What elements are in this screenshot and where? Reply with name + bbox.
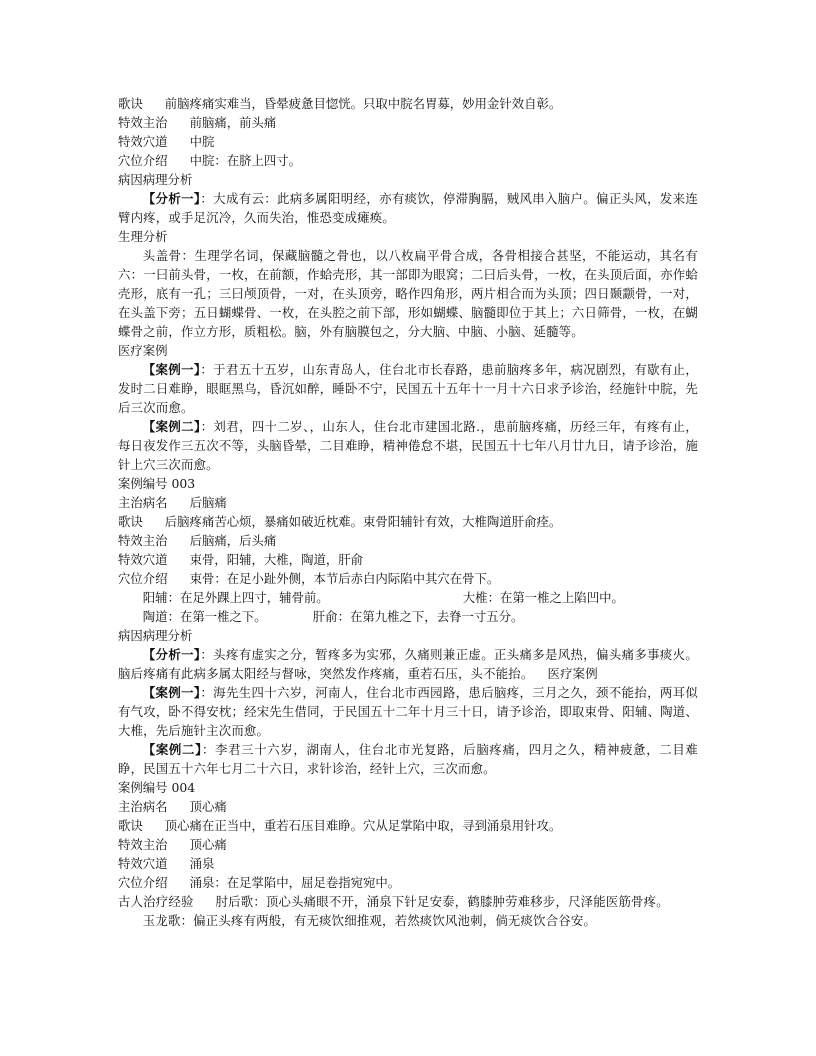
anli-text: ：海先生四十六岁，河南人，住台北市西园路，患后脑疼，三月之久，颈不能抬，两耳似有气攻，卧不得安枕；经宋先生借同，于民国五十二年十月三十日，请予诊治，即取束骨、阳辅、陶道、大椎，先后施针主次而愈。	[118, 685, 698, 738]
gejue-text: 前脑疼痛实难当，昏晕疲惫目惚恍。只取中脘名胃募，妙用金针效自彰。	[164, 96, 562, 111]
gejue-text: 后脑疼痛苦心烦，暴痛如破近枕难。束骨阳辅针有效，大椎陶道肝俞痊。	[164, 514, 562, 529]
bingming-line	[118, 797, 698, 816]
xuedao-line	[118, 132, 698, 151]
anli-tag: 【案例二】	[142, 419, 201, 434]
guren-label: 古人治疗经验	[118, 894, 194, 909]
shengli-heading: 生理分析	[118, 229, 168, 244]
anli-tag: 【案例一】	[142, 362, 201, 377]
jieshao-line	[118, 873, 698, 892]
gejue-label: 歌诀	[118, 514, 143, 529]
xuedao-label: 特效穴道	[118, 134, 168, 149]
yangfu-text: 阳辅：在足外踝上四寸，辅骨前。	[142, 590, 329, 605]
bingyin-heading: 病因病理分析	[118, 172, 193, 187]
anli-text: ：刘君，四十二岁、，山东人，住台北市建国北路.，患前脑疼痛，历经三年，有疼有止，每日夜发作三五次不等，头脑昏晕，二目难睁，精神倦怠不堪，民国五十七年八月廿九日，请予诊治，施针上穴三次而愈。	[118, 419, 698, 472]
zhuzhi-line	[118, 531, 698, 550]
shengli-paragraph: 头盖骨：生理学名词，保藏脑髓之骨也，以八枚扁平骨合成，各骨相接合甚坚，不能运动，其名有六：一曰前头骨，一枚，在前额，作蛤壳形，其一部即为眼窝；二曰后头骨，一枚，在头顶后面，亦作蛤壳形，底有一孔；三曰颅顶骨，一对，在头顶旁，略作四角形，两片相合而为头顶；四日颞颥骨，一对，在头盖下旁；五日蝴蝶骨、一枚，在头腔之前下部，形如蝴蝶、脑髓即位于其上；六日筛骨，一枚，在蝴蝶骨之前，作立方形，质粗松。脑，外有脑膜包之，分大脑、中脑、小脑、延髓等。	[118, 248, 698, 339]
case-number: 案例编号 004	[118, 780, 196, 795]
gejue-line	[118, 816, 698, 835]
xuedao-text: 中脘	[189, 134, 215, 149]
jieshao-label: 穴位介绍	[118, 571, 168, 586]
bingming-label: 主治病名	[118, 799, 168, 814]
jieshao-line	[118, 569, 698, 588]
bingming-text: 顶心痛	[189, 799, 227, 814]
dazhui-text: 大椎：在第一椎之上陷凹中。	[462, 590, 624, 605]
zhuzhi-line	[118, 835, 698, 854]
anli-text: ：李君三十六岁，湖南人，住台北市光复路，后脑疼痛，四月之久，精神疲惫，二目难睁，民国五十六年七月二十六日，求针诊治，经针上穴，三次而愈。	[118, 742, 698, 776]
zhuzhi-label: 特效主治	[118, 533, 168, 548]
fenxi-tag: 【分析一】	[142, 647, 201, 662]
anli-paragraph	[118, 683, 698, 740]
jieshao-text: 中脘：在脐上四寸。	[189, 153, 302, 168]
bingyin-heading: 病因病理分析	[118, 628, 193, 643]
jieshao-line	[118, 151, 698, 170]
document-page	[118, 94, 698, 930]
guren-text: 肘后歌：顶心头痛眼不开，涌泉下针足安泰，鹤膝肿劳难移步，尺泽能医筋骨疼。	[215, 894, 669, 909]
zhuzhi-text: 前脑痛，前头痛	[189, 115, 277, 130]
xuedao-line	[118, 854, 698, 873]
gejue-line	[118, 94, 698, 113]
anli-paragraph	[118, 360, 698, 417]
anli-paragraph	[118, 740, 698, 778]
bingming-line	[118, 493, 698, 512]
jieshao-text: 涌泉：在足掌陷中，屈足卷指宛宛中。	[189, 875, 401, 890]
case-number: 案例编号 003	[118, 476, 196, 491]
anli-tag: 【案例一】	[142, 685, 201, 700]
taodao-text: 陶道：在第一椎之下。	[142, 609, 267, 624]
jieshao-label: 穴位介绍	[118, 875, 168, 890]
fenxi-text: ：大成有云：此病多属阳明经，亦有痰饮，停滞胸膈，贼风串入脑户。偏正头风，发来连臂内疼，或手足沉冷，久而失治，惟恐变成瘫痪。	[118, 191, 698, 225]
acupoint-line	[118, 588, 698, 607]
gejue-label: 歌诀	[118, 96, 143, 111]
xuedao-text: 束骨，阳辅，大椎，陶道，肝俞	[189, 552, 364, 567]
fenxi-tag: 【分析一】	[142, 191, 201, 206]
yiliao-heading: 医疗案例	[118, 343, 168, 358]
xuedao-label: 特效穴道	[118, 856, 168, 871]
zhuzhi-line	[118, 113, 698, 132]
zhuzhi-label: 特效主治	[118, 837, 168, 852]
fenxi-text: ：头疼有虚实之分，暂疼多为实邪，久痛则兼正虚。正头痛多是风热，偏头痛多事痰火。脑后疼痛有此病多属太阳经与督咏，突然发作疼痛，重若石压，头不能抬。	[118, 647, 698, 681]
gejue-line	[118, 512, 698, 531]
zhuzhi-label: 特效主治	[118, 115, 168, 130]
jieshao-label: 穴位介绍	[118, 153, 168, 168]
anli-paragraph	[118, 417, 698, 474]
xuedao-text: 涌泉	[189, 856, 215, 871]
yulong-paragraph: 玉龙歌：偏正头疼有两般，有无痰饮细推观，若然痰饮风池刺，倘无痰饮合谷安。	[142, 913, 597, 928]
bingming-text: 后脑痛	[189, 495, 227, 510]
acupoint-line	[118, 607, 698, 626]
xuedao-line	[118, 550, 698, 569]
bingming-label: 主治病名	[118, 495, 168, 510]
ganshu-text: 肝俞：在第九椎之下，去脊一寸五分。	[312, 609, 524, 624]
fenxi-paragraph	[118, 189, 698, 227]
anli-tag: 【案例二】	[142, 742, 202, 757]
jieshao-text: 束骨：在足小趾外侧，本节后赤白内际陷中其穴在骨下。	[189, 571, 500, 586]
gejue-label: 歌诀	[118, 818, 143, 833]
yiliao-inline-heading: 医疗案例	[547, 666, 598, 681]
anli-text: ：于君五十五岁，山东青岛人，住台北市长春路，患前脑疼多年，病况剧烈，有歇有止，发时二日难睁，眼眶黑乌，昏沉如醉，睡卧不宁，民国五十五年十一月十六日求予诊治，经施针中脘，先后三次而愈。	[118, 362, 698, 415]
gejue-text: 顶心痛在正当中，重若石压目难睁。穴从足掌陷中取，寻到涌泉用针攻。	[164, 818, 562, 833]
guren-paragraph	[118, 892, 698, 911]
zhuzhi-text: 顶心痛	[189, 837, 227, 852]
zhuzhi-text: 后脑痛，后头痛	[189, 533, 277, 548]
fenxi-paragraph	[118, 645, 698, 683]
xuedao-label: 特效穴道	[118, 552, 168, 567]
